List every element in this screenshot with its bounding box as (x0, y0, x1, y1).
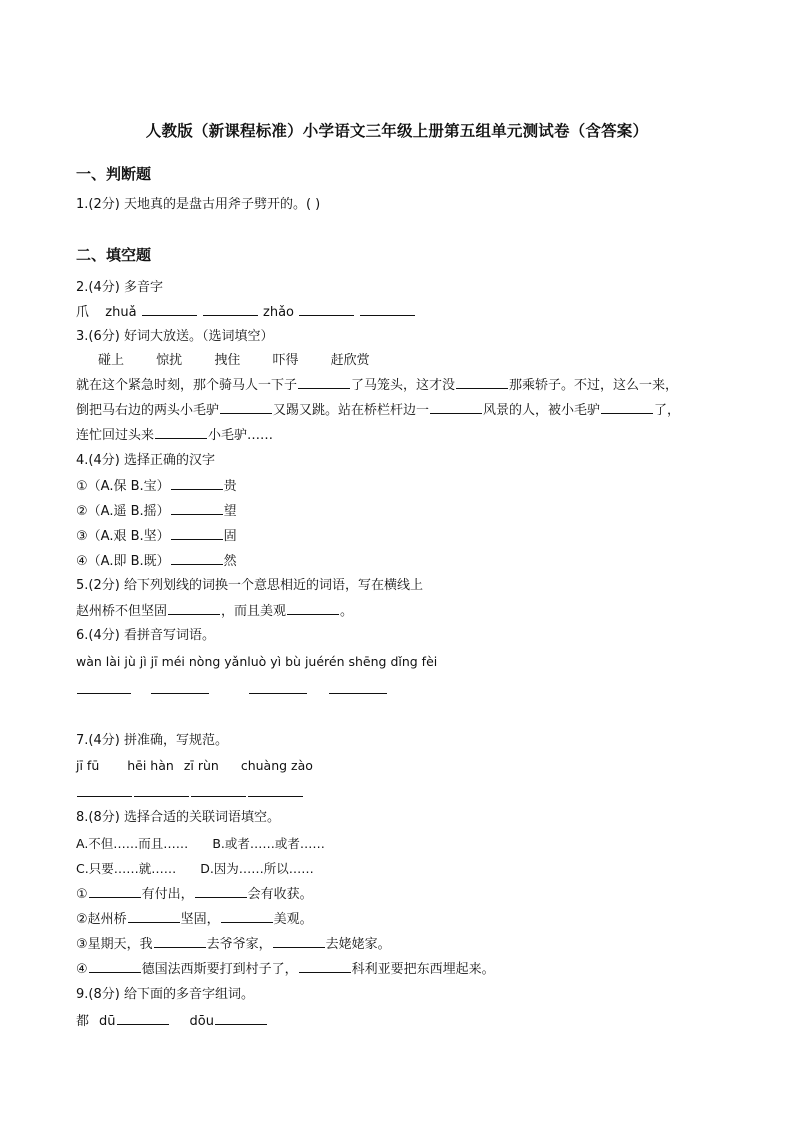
answer-blank[interactable] (171, 502, 223, 515)
answer-blank[interactable] (215, 1012, 267, 1025)
answer-blank[interactable] (299, 960, 351, 973)
answer-blank[interactable] (220, 401, 272, 414)
item-text: 去姥姥家。 (325, 937, 391, 952)
answer-blank[interactable] (142, 303, 197, 316)
answer-blank[interactable] (77, 681, 131, 694)
question-1: 1.(2分) 天地真的是盘古用斧子劈开的。( ) (76, 197, 321, 212)
options-row (76, 860, 314, 878)
answer-blank[interactable] (456, 376, 508, 389)
item-text: 有付出， (141, 887, 194, 902)
q4-item (76, 502, 237, 521)
answer-blank[interactable] (171, 527, 223, 540)
answer-blank[interactable] (134, 784, 189, 797)
answer-blank[interactable] (298, 376, 350, 389)
answer-blank[interactable] (155, 426, 207, 439)
q8-item (76, 910, 313, 929)
answer-blank[interactable] (299, 303, 354, 316)
option-c: C.只要……就…… (76, 861, 177, 876)
q8-item (76, 885, 313, 904)
sentence-text: 赵州桥不但坚固 (76, 604, 168, 619)
item-text: 坚固， (180, 912, 220, 927)
choice-tail: 然 (223, 554, 237, 569)
item-text: ②赵州桥 (76, 912, 127, 927)
q8-item (76, 960, 495, 979)
pinyin-label: zhǎo (263, 305, 294, 320)
pinyin-word: hēi hàn (127, 758, 174, 773)
item-text: 会有收获。 (247, 887, 313, 902)
question-9-line (76, 1012, 268, 1031)
item-text: ① (76, 887, 88, 902)
answer-blank[interactable] (154, 935, 206, 948)
answer-blank-row (76, 784, 304, 803)
item-text: ③星期天，我 (76, 937, 153, 952)
answer-blank[interactable] (168, 602, 220, 615)
answer-blank[interactable] (89, 885, 141, 898)
item-text: 去爷爷家， (206, 937, 272, 952)
option-b: B.或者……或者…… (212, 836, 325, 851)
answer-blank[interactable] (117, 1012, 169, 1025)
passage-text: 风景的人，被小毛驴 (483, 403, 601, 418)
question-9-heading: 9.(8分) 给下面的多音字组词。 (76, 987, 254, 1002)
passage-line-2 (76, 401, 680, 420)
question-5-heading: 5.(2分) 给下列划线的词换一个意思相近的词语，写在横线上 (76, 578, 423, 593)
pinyin-label: zhuǎ (105, 305, 137, 320)
q4-item (76, 477, 237, 496)
answer-blank[interactable] (221, 910, 273, 923)
question-3-heading: 3.(6分) 好词大放送。（选词填空） (76, 329, 274, 344)
passage-line-1 (76, 376, 678, 395)
answer-blank[interactable] (287, 602, 339, 615)
answer-blank-row (76, 681, 388, 700)
question-8-heading: 8.(8分) 选择合适的关联词语填空。 (76, 810, 280, 825)
answer-blank[interactable] (89, 960, 141, 973)
pinyin-word: chuàng zào (240, 758, 313, 773)
pinyin-row (76, 757, 313, 775)
q4-item (76, 527, 237, 546)
answer-blank[interactable] (329, 681, 387, 694)
question-2-line (76, 303, 416, 322)
choice-text: ③（A.艰 B.坚） (76, 529, 170, 544)
pinyin-label: dōu (189, 1014, 214, 1029)
answer-blank[interactable] (171, 552, 223, 565)
q4-item (76, 552, 237, 571)
pinyin-label: dū (99, 1014, 116, 1029)
option-a: A.不但……而且…… (76, 836, 189, 851)
answer-blank[interactable] (151, 681, 209, 694)
question-7-heading: 7.(4分) 拼准确，写规范。 (76, 733, 228, 748)
answer-blank[interactable] (77, 784, 132, 797)
answer-blank[interactable] (249, 681, 307, 694)
section-heading-judgement: 一、判断题 (76, 165, 152, 183)
options-row (76, 835, 325, 853)
polyphone-char: 都 (76, 1014, 90, 1029)
answer-blank[interactable] (128, 910, 180, 923)
answer-blank[interactable] (273, 935, 325, 948)
section-heading-fill-blank: 二、填空题 (76, 246, 152, 264)
choice-text: ①（A.保 B.宝） (76, 479, 170, 494)
answer-blank[interactable] (601, 401, 653, 414)
word-bank (98, 352, 398, 370)
passage-text: 又踢又跳。站在桥栏杆边一 (273, 403, 430, 418)
passage-text: 连忙回过头来 (76, 428, 155, 443)
item-text: ④ (76, 962, 88, 977)
word-option: 拽住 (214, 353, 241, 368)
q8-item (76, 935, 391, 954)
passage-text: 倒把马右边的两头小毛驴 (76, 403, 220, 418)
answer-blank[interactable] (191, 784, 246, 797)
choice-text: ④（A.即 B.既） (76, 554, 170, 569)
passage-text: 就在这个紧急时刻，那个骑马人一下子 (76, 378, 298, 393)
item-text: 科利亚要把东西埋起来。 (351, 962, 495, 977)
word-option: 惊扰 (156, 353, 183, 368)
item-text: 美观。 (273, 912, 313, 927)
choice-tail: 固 (223, 529, 237, 544)
choice-tail: 望 (223, 504, 237, 519)
pinyin-row: wàn lài jù jì jī méi nòng yǎnluò yì bù juérén shēng dǐng fèi (76, 654, 438, 669)
answer-blank[interactable] (171, 477, 223, 490)
answer-blank[interactable] (195, 885, 247, 898)
question-4-heading: 4.(4分) 选择正确的汉字 (76, 453, 215, 468)
pinyin-word: zī rùn (183, 758, 219, 773)
word-option: 吓得 (272, 353, 299, 368)
question-2-heading: 2.(4分) 多音字 (76, 280, 163, 295)
question-6-heading: 6.(4分) 看拼音写词语。 (76, 628, 215, 643)
item-text: 德国法西斯要打到村子了， (141, 962, 298, 977)
passage-text: 了马笼头，这才没 (351, 378, 456, 393)
passage-text: 了， (654, 403, 681, 418)
choice-text: ②（A.遥 B.摇） (76, 504, 170, 519)
passage-line-3 (76, 426, 273, 445)
passage-text: 那乘轿子。不过，这么一来， (509, 378, 679, 393)
polyphone-char: 爪 (76, 305, 90, 320)
answer-blank[interactable] (430, 401, 482, 414)
sentence-text: 。 (340, 604, 354, 619)
word-option: 赶欣赏 (330, 353, 370, 368)
pinyin-word: jī fū (76, 758, 100, 773)
word-option: 碰上 (98, 353, 125, 368)
answer-blank[interactable] (203, 303, 258, 316)
answer-blank[interactable] (360, 303, 415, 316)
sentence-text: ，而且美观 (221, 604, 287, 619)
answer-blank[interactable] (248, 784, 303, 797)
choice-tail: 贵 (223, 479, 237, 494)
passage-text: 小毛驴…… (208, 428, 274, 443)
page-title: 人教版（新课程标准）小学语文三年级上册第五组单元测试卷（含答案） (145, 122, 649, 140)
option-d: D.因为……所以…… (200, 861, 314, 876)
question-5-line (76, 602, 353, 621)
